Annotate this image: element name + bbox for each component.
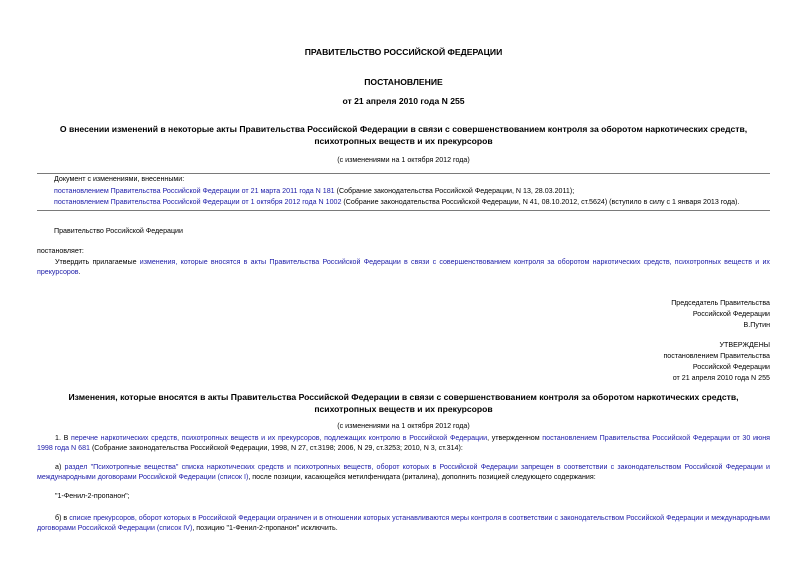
change-link-2[interactable]: постановлением Правительства Российской Федерации от 1 октября 2012 года N 1002 (54, 198, 342, 206)
changes-bottom-rule (37, 210, 770, 211)
annex-item-a: а) раздел "Психотропные вещества" списка наркотических средств и психотропных веществ, оборот которых в Российской Федерации запрещен в соответствии с законодательством Российской Федерации и международными договорами Российской Федерации (список I), после позиции, касающейся метилфенидата (риталина), дополнить позицией следующего содержания: (37, 463, 770, 481)
document-title-line1: О внесении изменений в некоторые акты Правительства Российской Федерации в связи с совершенствованием контроля за оборотом наркотических средств, (59, 124, 748, 134)
list-i-link[interactable]: раздел "Психотропные вещества" списка наркотических средств и психотропных веществ, оборот которых в Российской Федерации запрещен в соответствии с законодательством Российской Федерации и международными договорами Российской Федерации (список I) (37, 463, 770, 481)
government-heading: ПРАВИТЕЛЬСТВО РОССИЙСКОЙ ФЕДЕРАЦИИ (304, 47, 503, 57)
annex-title-line1: Изменения, которые вносятся в акты Правительства Российской Федерации в связи с совершенствованием контроля за оборотом наркотических средств, (68, 392, 739, 402)
document-date-number: от 21 апреля 2010 года N 255 (342, 96, 465, 106)
list-link[interactable]: перечне наркотических средств, психотропных веществ и их прекурсоров, подлежащих контролю в Российской Федерации (71, 434, 488, 442)
revision-note: (с изменениями на 1 октября 2012 года) (337, 156, 470, 164)
document-type: ПОСТАНОВЛЕНИЕ (364, 77, 443, 87)
change-item-2 (54, 197, 794, 207)
change-link-1[interactable]: постановлением Правительства Российской Федерации от 21 марта 2011 года N 181 (54, 187, 335, 195)
government-body: Правительство Российской Федерации (54, 227, 183, 235)
annex-item-a-quote: "1-Фенил-2-пропанон"; (55, 492, 130, 500)
resolution-681-link[interactable]: постановлением Правительства Российской Федерации от 30 июня 1998 года N 681 (37, 434, 771, 452)
change-item-1 (54, 186, 774, 196)
decides: постановляет: (37, 247, 84, 255)
annex-revision-note: (с изменениями на 1 октября 2012 года) (337, 422, 470, 430)
changes-label: Документ с изменениями, внесенными: (54, 175, 185, 183)
signature-line1: Председатель Правительства (671, 299, 770, 307)
signature-name: В.Путин (743, 321, 770, 329)
approval-line3: Российской Федерации (692, 363, 770, 371)
annex-item-1: 1. В перечне наркотических средств, психотропных веществ и их прекурсоров, подлежащих контролю в Российской Федерации, утвержденном постановлением Правительства Российской Федерации от 30 июня 1998 года N 681 (Собрание законодательства Российской Федерации, 1998, N 27, ст.3198; 2006, N 29, ст.3253; 2010, N 3, ст.314): (37, 434, 771, 452)
approval-line4: от 21 апреля 2010 года N 255 (672, 374, 770, 382)
approve-paragraph: Утвердить прилагаемые изменения, которые вносятся в акты Правительства Российской Федерации в связи с совершенствованием контроля за оборотом наркотических средств, психотропных веществ и их прекурсоров. (37, 258, 770, 276)
signature-line2: Российской Федерации (692, 310, 770, 318)
approval-line2: постановлением Правительства (663, 352, 770, 360)
list-iv-link[interactable]: списке прекурсоров, оборот которых в Российской Федерации ограничен и в отношении которых устанавливаются меры контроля в соответствии с законодательством Российской Федерации и международными договорами Российской Федерации (список IV) (37, 514, 770, 532)
annex-title-line2: психотропных веществ и их прекурсоров (314, 404, 493, 414)
change-text-1: (Собрание законодательства Российской Федерации, N 13, 28.03.2011); (334, 187, 575, 195)
change-text-2: (Собрание законодательства Российской Федерации, N 41, 08.10.2012, ст.5624) (вступило в силу с 1 января 2013 года). (341, 198, 740, 206)
document-title-line2: психотропных веществ и их прекурсоров (314, 136, 493, 146)
approve-link[interactable]: изменения, которые вносятся в акты Правительства Российской Федерации в связи с совершенствованием контроля за оборотом наркотических средств, психотропных веществ и их прекурсоров (37, 258, 770, 276)
approval-line1: УТВЕРЖДЕНЫ (719, 341, 770, 349)
annex-item-b: б) в списке прекурсоров, оборот которых в Российской Федерации ограничен и в отношении которых устанавливаются меры контроля в соответствии с законодательством Российской Федерации и международными договорами Российской Федерации (список IV), позицию "1-Фенил-2-пропанон" исключить. (37, 514, 770, 532)
